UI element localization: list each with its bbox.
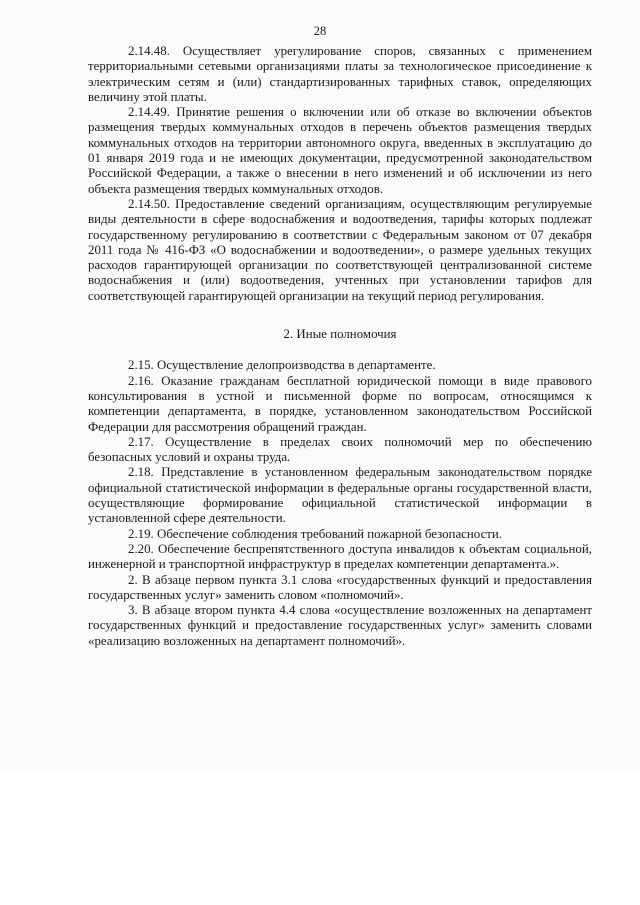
- paragraph-2-14-48: 2.14.48. Осуществляет урегулирование споров, связанных с применением территориальными сетевыми организациями платы за технологическое присоединение к электрическим сетям и (или) стандартизированных тарифных ставок, определяющих величину этой платы.: [88, 44, 592, 104]
- blank-area: [0, 770, 640, 905]
- paragraph-2-14-50: 2.14.50. Предоставление сведений организациям, осуществляющим регулируемые виды деятельности в сфере водоснабжения и водоотведения, тарифы которых подлежат государственному регулированию в соответствии с Федеральным законом от 07 декабря 2011 года № 416-ФЗ «О водоснабжении и водоотведении», о размере удельных текущих расходов гарантирующей организации по соответствующей централизованной системе водоснабжения и (или) водоотведения, учтенных при установлении тарифов для соответствующей гарантирующей организации на текущий период регулирования.: [88, 196, 592, 303]
- paragraph-2-18: 2.18. Представление в установленном федеральным законодательством порядке официальной статистической информации в федеральные органы государственной власти, осуществляющие формирование официальной статистической информации в установленной сфере деятельности.: [88, 465, 592, 526]
- paragraph-2-14-49: 2.14.49. Принятие решения о включении или об отказе во включении объектов размещения твердых коммунальных отходов в перечень объектов размещения твердых коммунальных отходов на территории автономного округа, введенных в эксплуатацию до 01 января 2019 года и не имеющих документации, предусмотренной законодательством Российской Федерации, а также о внесении в него изменений и об исключении из него объекта размещения твердых коммунальных отходов.: [88, 105, 592, 196]
- section-heading: 2. Иные полномочия: [283, 327, 397, 342]
- paragraph-2-20: 2.20. Обеспечение беспрепятственного доступа инвалидов к объектам социальной, инженерной и транспортной инфраструктур в пределах компетенции департамента.».: [88, 541, 592, 572]
- paragraph-2-19: 2.19. Обеспечение соблюдения требований пожарной безопасности.: [128, 526, 503, 541]
- amendment-item-3: 3. В абзаце втором пункта 4.4 слова «осуществление возложенных на департамент государственных функций и предоставление государственных услуг» заменить словами «реализацию возложенных на департамент полномочий».: [88, 603, 592, 648]
- amendment-item-2: 2. В абзаце первом пункта 3.1 слова «государственных функций и предоставления государственных услуг» заменить словом «полномочий».: [88, 572, 592, 602]
- paragraph-2-17: 2.17. Осуществление в пределах своих полномочий мер по обеспечению безопасных условий и охраны труда.: [88, 434, 592, 465]
- paragraph-2-15: 2.15. Осуществление делопроизводства в департаменте.: [128, 358, 436, 373]
- paragraph-2-16: 2.16. Оказание гражданам бесплатной юридической помощи в виде правового консультирования в устной и письменной форме по вопросам, относящимся к компетенции департамента, в порядке, установленном законодательством Российской Федерации для рассмотрения обращений граждан.: [88, 373, 592, 434]
- page-number: 28: [313, 24, 327, 38]
- document-body: [88, 44, 592, 649]
